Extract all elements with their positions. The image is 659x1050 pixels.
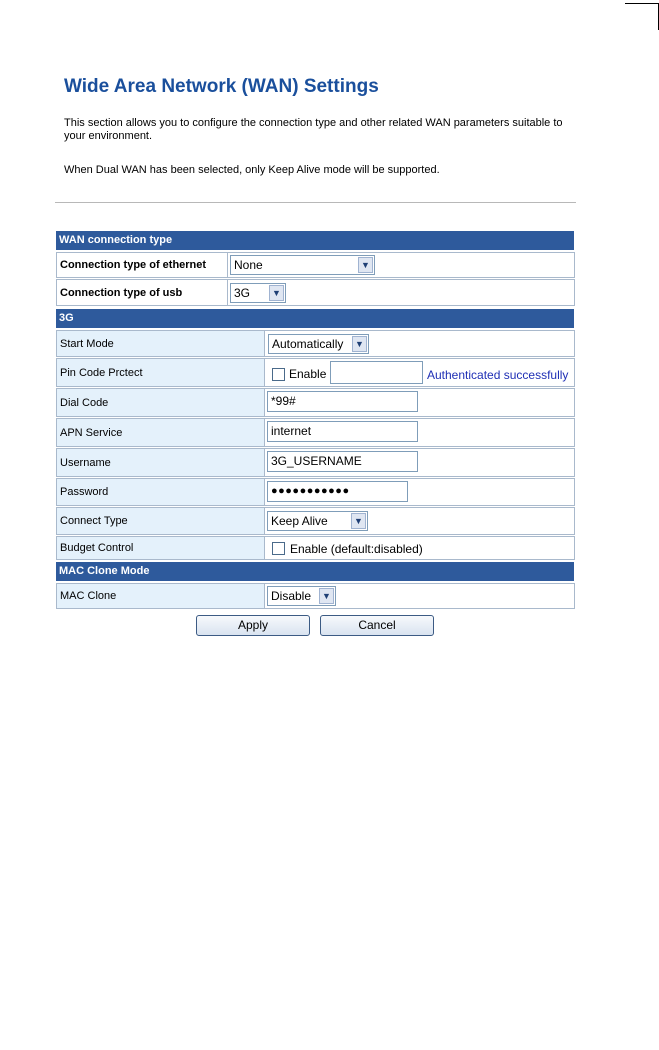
row-connect-type (56, 507, 575, 535)
pin-code-cell (264, 358, 575, 387)
divider (55, 202, 576, 203)
dial-code-cell (264, 388, 575, 417)
mac-clone-cell (264, 583, 575, 609)
chevron-down-icon[interactable]: ▼ (352, 336, 367, 352)
usb-type-cell (227, 279, 575, 306)
ethernet-type-cell (227, 252, 575, 278)
section-header-3g: 3G (56, 309, 574, 328)
chevron-down-icon[interactable]: ▼ (269, 285, 284, 301)
usb-type-label: Connection type of usb (56, 279, 228, 306)
row-username (56, 448, 575, 477)
username-label: Username (56, 448, 265, 477)
start-mode-select[interactable] (268, 334, 369, 354)
ethernet-type-value: None (234, 258, 263, 272)
password-input[interactable]: ●●●●●●●●●●● (267, 481, 408, 502)
row-start-mode (56, 330, 575, 357)
budget-control-enable-checkbox[interactable] (272, 542, 285, 555)
usb-type-value: 3G (234, 286, 251, 300)
connect-type-value: Keep Alive (271, 514, 328, 528)
row-pin-code (56, 358, 575, 387)
intro-text: This section allows you to configure the connection type and other related WAN parameters suitable to your environment. (64, 117, 563, 142)
start-mode-value: Automatically (272, 337, 344, 351)
ethernet-type-select[interactable] (230, 255, 375, 275)
chevron-down-icon[interactable]: ▼ (358, 257, 373, 273)
section-header-mac-clone-mode: MAC Clone Mode (56, 562, 574, 581)
mac-clone-select[interactable] (267, 586, 336, 606)
pin-code-input[interactable] (330, 361, 423, 384)
connect-type-cell (264, 507, 575, 535)
apn-service-label: APN Service (56, 418, 265, 447)
username-input[interactable]: 3G_USERNAME (267, 451, 418, 472)
row-dial-code (56, 388, 575, 417)
pin-auth-status: Authenticated successfully (427, 368, 569, 382)
dial-code-input[interactable]: *99# (267, 391, 418, 412)
password-cell (264, 478, 575, 506)
row-ethernet-type (56, 252, 575, 278)
password-label: Password (56, 478, 265, 506)
dial-code-label: Dial Code (56, 388, 265, 417)
start-mode-cell (264, 330, 575, 357)
chevron-down-icon[interactable]: ▼ (319, 588, 334, 604)
mac-clone-label: MAC Clone (56, 583, 265, 609)
ethernet-type-label: Connection type of ethernet (56, 252, 228, 278)
dual-wan-note: When Dual WAN has been selected, only Keep Alive mode will be supported. (64, 164, 440, 176)
start-mode-label: Start Mode (56, 330, 265, 357)
username-cell (264, 448, 575, 477)
apn-service-cell (264, 418, 575, 447)
budget-control-cell (264, 536, 575, 560)
row-mac-clone (56, 583, 575, 609)
page-title: Wide Area Network (WAN) Settings (64, 76, 379, 97)
row-apn-service (56, 418, 575, 447)
budget-control-enable-label: Enable (default:disabled) (290, 542, 423, 556)
apply-button[interactable]: Apply (196, 615, 310, 636)
pin-code-enable-checkbox[interactable] (272, 368, 285, 381)
apn-service-input[interactable]: internet (267, 421, 418, 442)
budget-control-label: Budget Control (56, 536, 265, 560)
usb-type-select[interactable] (230, 283, 286, 303)
connect-type-label: Connect Type (56, 507, 265, 535)
cancel-button[interactable]: Cancel (320, 615, 434, 636)
chevron-down-icon[interactable]: ▼ (351, 513, 366, 529)
section-header-wan-connection-type: WAN connection type (56, 231, 574, 250)
row-budget-control (56, 536, 575, 560)
row-password (56, 478, 575, 506)
pin-code-label: Pin Code Prctect (56, 358, 265, 387)
mac-clone-value: Disable (271, 589, 312, 603)
row-usb-type (56, 279, 575, 306)
pin-code-enable-label: Enable (289, 367, 327, 381)
connect-type-select[interactable] (267, 511, 368, 531)
page-corner-mark (625, 3, 659, 30)
